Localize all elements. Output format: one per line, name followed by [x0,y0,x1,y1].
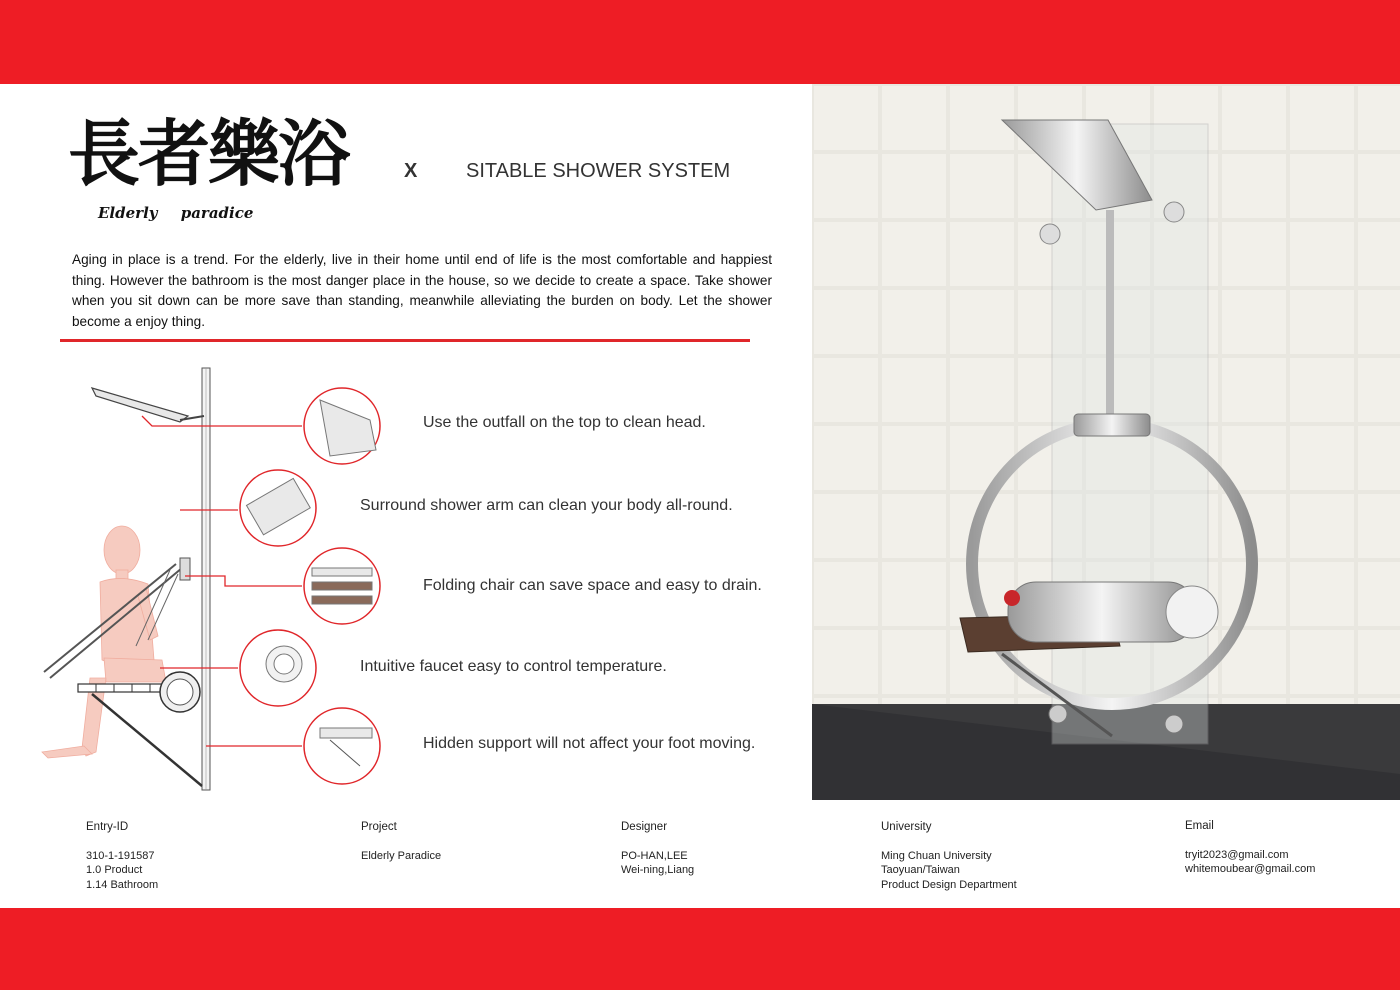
footer-university [881,820,1017,892]
product-render-image [812,84,1400,800]
entry-id-value: 310-1-191587 [86,849,155,862]
footer-email-label: Email [1185,820,1214,832]
footer-entry-label: Entry-ID [86,821,129,833]
logo-chinese-title: 長者樂浴 [68,111,349,196]
university-location: Taoyuan/Taiwan [881,864,960,876]
footer-designer-label: Designer [621,821,668,833]
red-divider [60,339,750,342]
feature-hidden-support: Hidden support will not affect your foot moving. [423,735,756,752]
footer-project-label: Project [361,821,397,833]
footer-designer [621,820,694,878]
university-name: Ming Chuan University [881,849,992,862]
footer-entry-id [86,820,158,892]
feature-folding-chair: Folding chair can save space and easy to drain. [423,577,762,594]
side-view-diagram [30,360,400,800]
university-department: Product Design Department [881,878,1017,891]
intro-paragraph: Aging in place is a trend. For the elderly, live in their home until end of life is the most comfortable and happiest thing. However the bathroom is the most danger place in the house, so we decide to create a space. Take shower when you sit down can be more save than standing, meanwhile alleviating the burden on body. Let the shower become a enjoy thing. [72,252,772,329]
cross-symbol: X [404,160,418,182]
footer-university-label: University [881,821,932,833]
logo-english-subtitle: Elderly paradice [98,204,254,222]
seated-person-figure [42,526,166,758]
project-name: Elderly Paradice [361,849,442,862]
footer-email [1185,819,1315,877]
designer-name-2: Wei-ning,Liang [621,864,695,876]
feature-faucet: Intuitive faucet easy to control temperature. [360,658,667,675]
top-red-band [0,0,1400,84]
footer-project [361,820,441,863]
feature-surround-arm: Surround shower arm can clean your body all-round. [360,497,733,514]
email-2: whitemoubear@gmail.com [1185,863,1316,875]
email-1: tryit2023@gmail.com [1185,848,1289,861]
designer-name-1: PO-HAN,LEE [621,849,688,862]
product-title: SITABLE SHOWER SYSTEM [466,160,731,182]
bottom-red-band [0,908,1400,990]
feature-outfall: Use the outfall on the top to clean head. [423,414,706,431]
entry-category: 1.0 Product [86,864,143,876]
entry-subcategory: 1.14 Bathroom [86,878,159,891]
